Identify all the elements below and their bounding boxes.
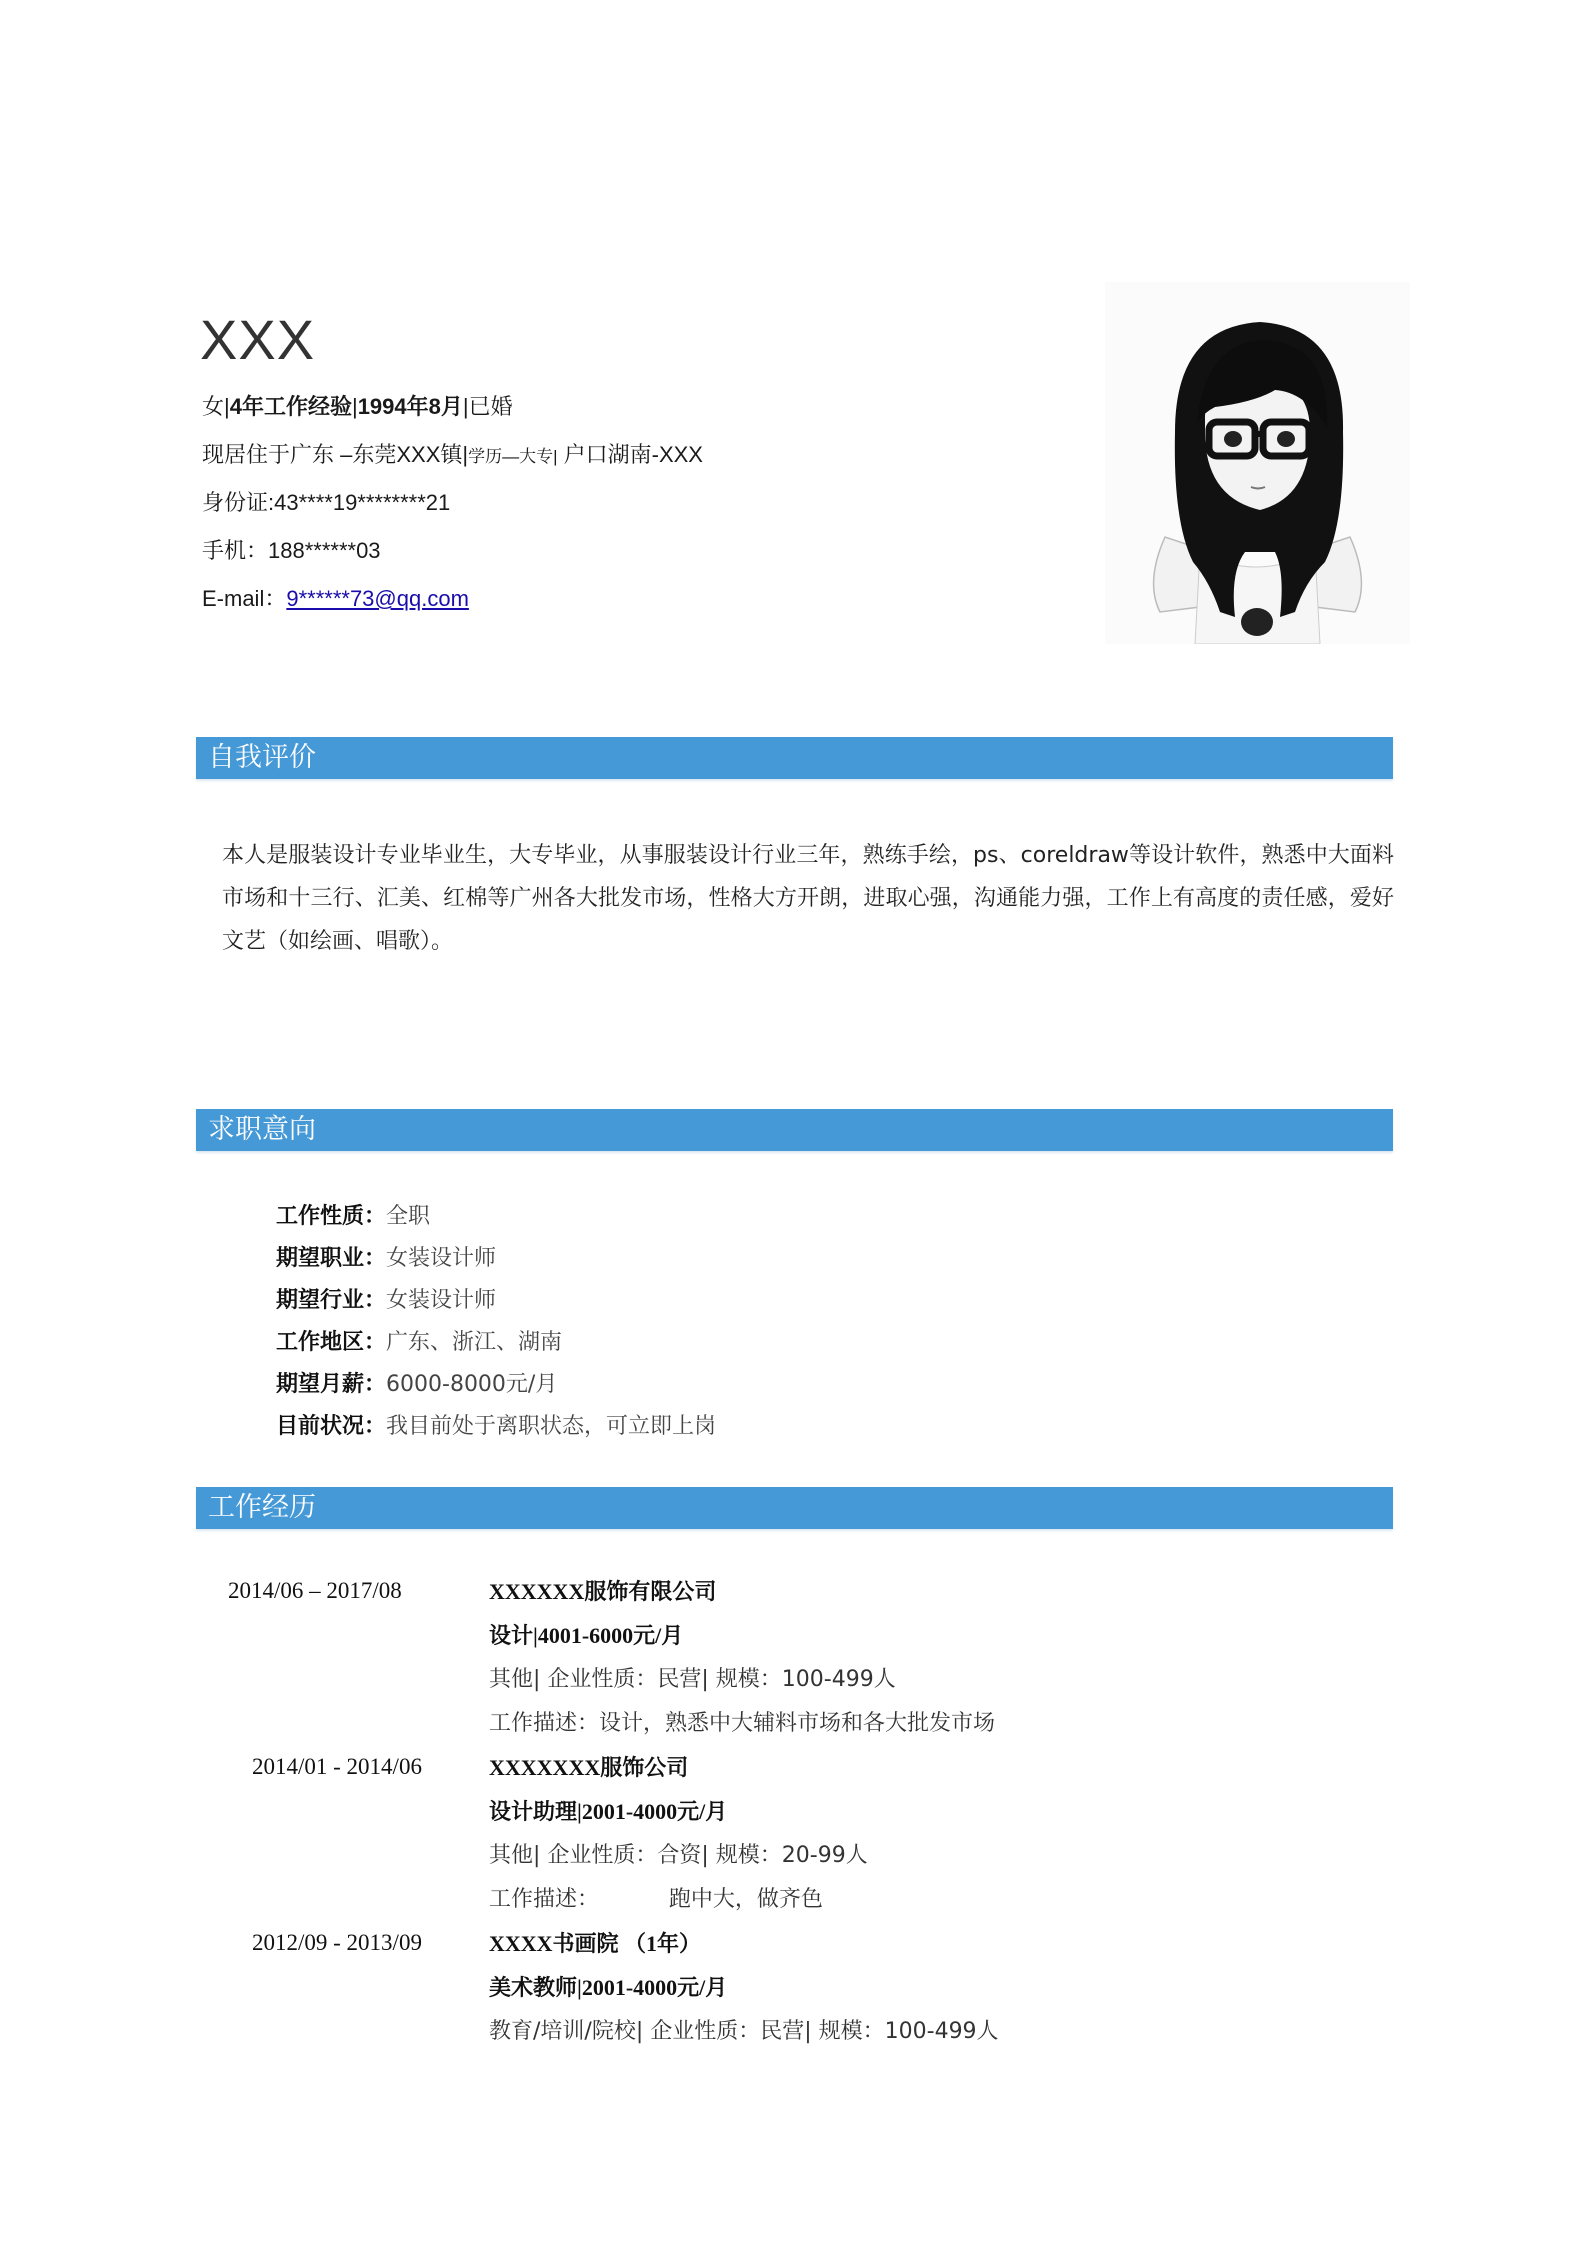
- intent-label: 期望月薪：: [276, 1371, 387, 1397]
- profile-photo: [1105, 282, 1410, 644]
- intent-label: 期望行业：: [276, 1287, 387, 1313]
- job-title: 设计助理|2001-4000元/月: [489, 1799, 728, 1824]
- job-meta: 其他| 企业性质：民营| 规模：100-499人: [489, 1667, 896, 1692]
- job-title: 美术教师|2001-4000元/月: [489, 1975, 728, 2000]
- email-line: [202, 584, 469, 614]
- birth-date: 1994年8月: [357, 394, 463, 419]
- intent-label: 期望职业：: [276, 1245, 387, 1271]
- intent-value: 女装设计师: [386, 1246, 497, 1271]
- intent-value: 广东、浙江、湖南: [386, 1330, 563, 1355]
- marital-status: 已婚: [468, 394, 513, 419]
- candidate-name: XXX: [200, 308, 316, 371]
- job-company: XXXXXX服饰有限公司: [489, 1579, 717, 1604]
- intent-value: 全职: [386, 1204, 431, 1229]
- intent-label: 工作性质：: [276, 1203, 387, 1229]
- job-company: XXXXXXX服饰公司: [489, 1755, 689, 1780]
- job-title: 设计|4001-6000元/月: [489, 1623, 684, 1648]
- job-date: 2014/01 - 2014/06: [252, 1754, 422, 1779]
- job-description: 工作描述： 跑中大，做齐色: [489, 1887, 823, 1912]
- intent-value: 我目前处于离职状态，可立即上岗: [386, 1414, 717, 1439]
- intent-row-work-region: [276, 1321, 562, 1364]
- intent-value: 女装设计师: [386, 1288, 497, 1313]
- job-company: XXXX书画院 （1年）: [489, 1931, 702, 1956]
- self-evaluation-text: 本人是服装设计专业毕业生，大专毕业，从事服装设计行业三年，熟练手绘，ps、coreldraw等设计软件，熟悉中大面料市场和十三行、汇美、红棉等广州各大批发市场，性格大方开朗，进取心强，沟通能力强，工作上有高度的责任感，爱好文艺（如绘画、唱歌）。: [222, 843, 1394, 954]
- residence-line: [202, 440, 703, 472]
- separator: |: [462, 394, 469, 419]
- intent-row-work-type: [276, 1195, 430, 1238]
- intent-row-current-status: [276, 1405, 716, 1448]
- separator: |: [351, 394, 358, 419]
- intent-row-expected-job: [276, 1237, 496, 1280]
- intent-label: 工作地区：: [276, 1329, 387, 1355]
- id-card: 身份证:43****19********21: [202, 490, 451, 515]
- job-date: 2012/09 - 2013/09: [252, 1930, 422, 1955]
- section-header-self-evaluation: 自我评价: [196, 737, 1393, 779]
- phone: 手机：188******03: [202, 538, 381, 563]
- gender: 女|: [202, 394, 230, 419]
- hukou: 户口湖南-XXX: [557, 442, 703, 467]
- residence: 现居住于广东 –东莞XXX镇|: [202, 442, 469, 467]
- email-label: E-mail：: [202, 586, 287, 611]
- experience: 4年工作经验: [229, 394, 352, 419]
- intent-label: 目前状况：: [276, 1413, 387, 1439]
- intent-row-expected-industry: [276, 1279, 496, 1322]
- section-header-work-experience: 工作经历: [196, 1487, 1393, 1529]
- email-link[interactable]: 9******73@qq.com: [286, 586, 469, 611]
- basic-info-line: [202, 392, 513, 422]
- job-date: 2014/06 – 2017/08: [228, 1578, 402, 1603]
- job-meta: 其他| 企业性质：合资| 规模：20-99人: [489, 1843, 868, 1868]
- intent-row-expected-salary: [276, 1363, 557, 1406]
- avatar-icon: [1105, 282, 1410, 644]
- job-meta: 教育/培训/院校| 企业性质：民营| 规模：100-499人: [489, 2019, 999, 2044]
- education: 学历—大专|: [468, 447, 558, 466]
- job-description: 工作描述：设计，熟悉中大辅料市场和各大批发市场: [489, 1711, 996, 1736]
- intent-value: 6000-8000元/月: [386, 1372, 558, 1397]
- section-header-job-intention: 求职意向: [196, 1109, 1393, 1151]
